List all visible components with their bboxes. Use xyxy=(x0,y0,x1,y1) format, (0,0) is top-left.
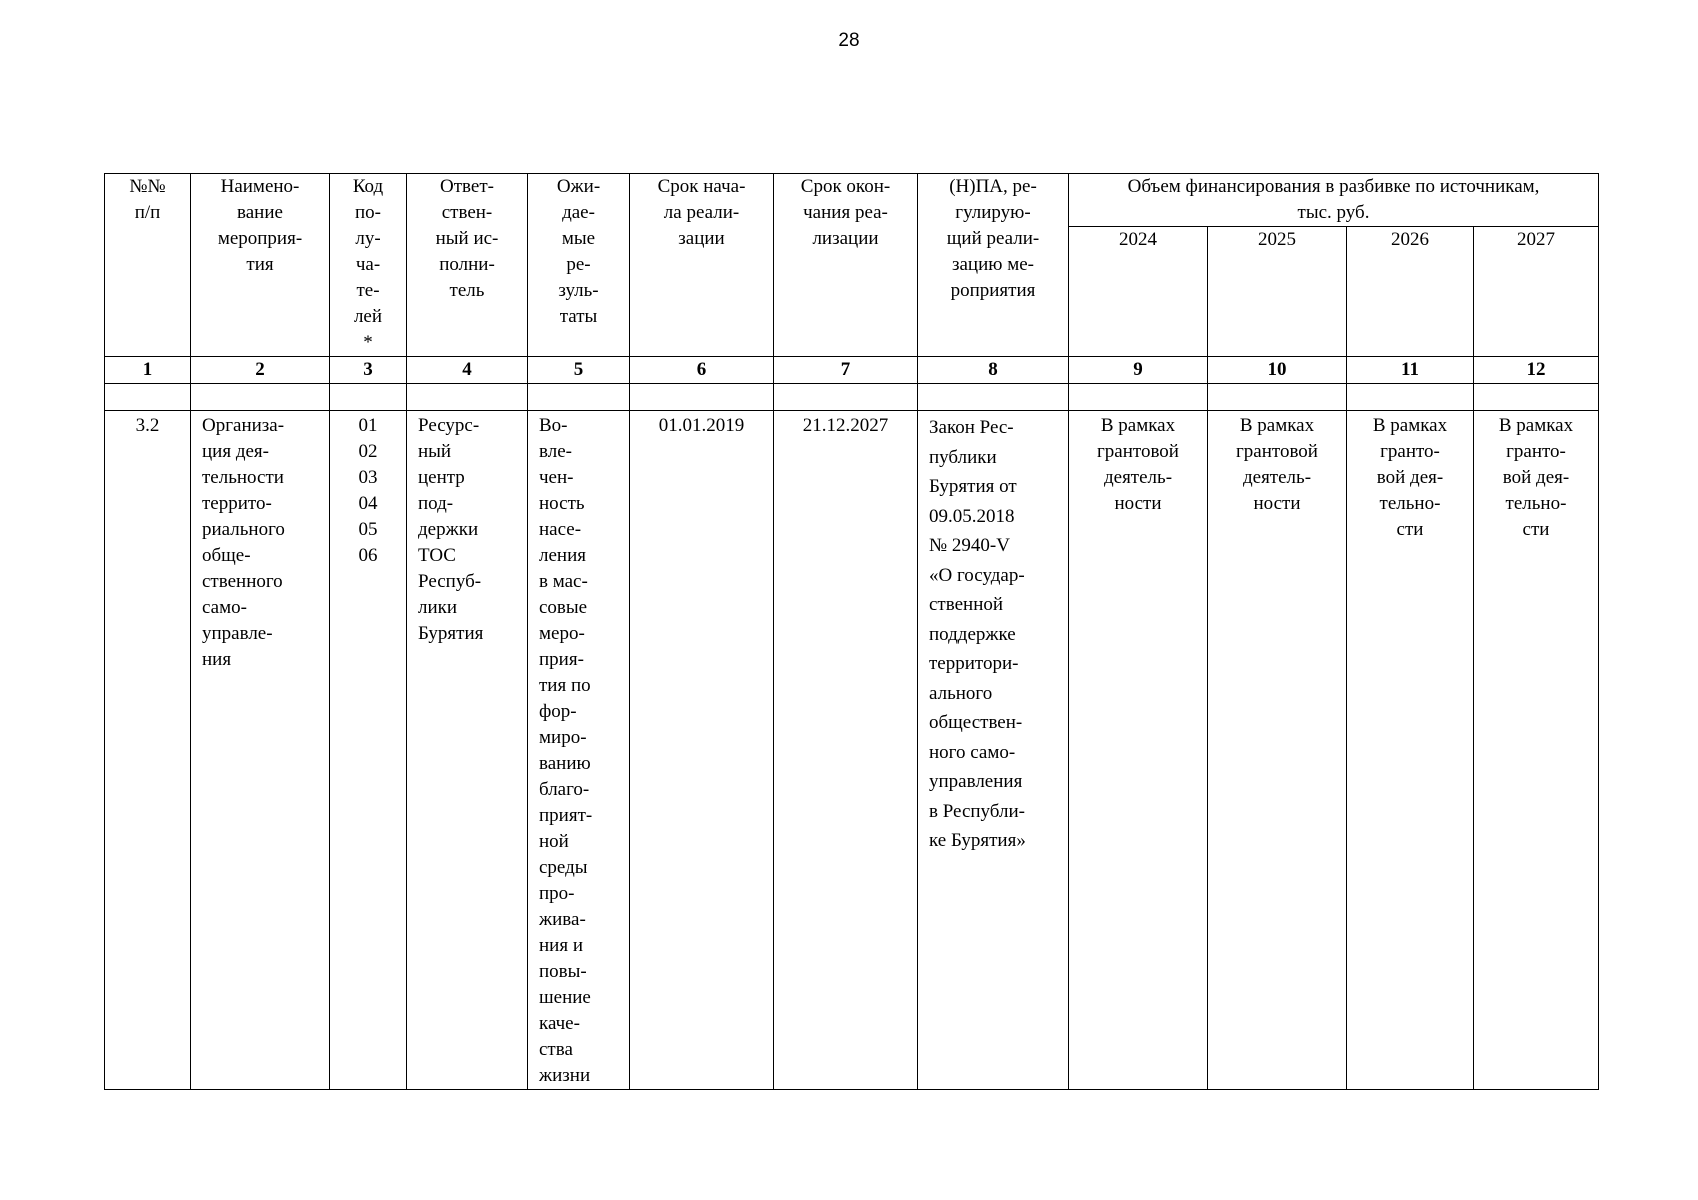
expected-results: Во- вле- чен- ность насе- ления в мас- совые меро- прия- тия по фор- миро- ванию благо- прият- ной среды про- жива- ния и повы- шение каче- ства жизни xyxy=(528,411,630,1090)
row-number: 3.2 xyxy=(105,411,191,1090)
column-number: 1 xyxy=(105,357,191,384)
empty-cell xyxy=(105,384,191,411)
empty-cell xyxy=(330,384,407,411)
empty-cell xyxy=(191,384,330,411)
header-recipient-code: Код по- лу- ча- те- лей * xyxy=(330,174,407,357)
header-end-date: Срок окон- чания реа- лизации xyxy=(774,174,918,357)
column-number: 9 xyxy=(1069,357,1208,384)
page-number: 28 xyxy=(838,30,860,51)
header-funding: Объем финансирования в разбивке по источникам, тыс. руб. xyxy=(1069,174,1599,227)
column-number: 3 xyxy=(330,357,407,384)
empty-cell xyxy=(1347,384,1474,411)
legal-act: Закон Рес- публики Бурятия от 09.05.2018 № 2940-V «О государ- ственной поддержке территори- ального обществен- ного само- управления в Республи- ке Бурятия» xyxy=(918,411,1069,1090)
column-number: 2 xyxy=(191,357,330,384)
empty-cell xyxy=(1208,384,1347,411)
column-number: 4 xyxy=(407,357,528,384)
funding-2027: В рамках гранто- вой дея- тельно- сти xyxy=(1474,411,1599,1090)
header-year-2024: 2024 xyxy=(1069,227,1208,357)
recipient-codes: 01 02 03 04 05 06 xyxy=(330,411,407,1090)
header-expected-results: Ожи- дае- мые ре- зуль- таты xyxy=(528,174,630,357)
end-date: 21.12.2027 xyxy=(774,411,918,1090)
header-event-name: Наимено- вание мероприя- тия xyxy=(191,174,330,357)
empty-cell xyxy=(918,384,1069,411)
responsible-executor: Ресурс- ный центр под- держки ТОС Респуб- лики Бурятия xyxy=(407,411,528,1090)
column-number: 6 xyxy=(630,357,774,384)
empty-cell xyxy=(528,384,630,411)
header-row-top xyxy=(105,174,1599,227)
column-number: 12 xyxy=(1474,357,1599,384)
event-name: Организа- ция дея- тельности террито- риального обще- ственного само- управле- ния xyxy=(191,411,330,1090)
empty-cell xyxy=(1474,384,1599,411)
funding-2024: В рамках грантовой деятель- ности xyxy=(1069,411,1208,1090)
header-year-2026: 2026 xyxy=(1347,227,1474,357)
header-number: №№ п/п xyxy=(105,174,191,357)
header-year-2025: 2025 xyxy=(1208,227,1347,357)
funding-2025: В рамках грантовой деятель- ности xyxy=(1208,411,1347,1090)
empty-cell xyxy=(407,384,528,411)
empty-row xyxy=(105,384,1599,411)
column-number: 11 xyxy=(1347,357,1474,384)
column-number: 5 xyxy=(528,357,630,384)
header-legal-act: (Н)ПА, ре- гулирую- щий реали- зацию ме- роприятия xyxy=(918,174,1069,357)
empty-cell xyxy=(630,384,774,411)
column-number-row xyxy=(105,357,1599,384)
empty-cell xyxy=(1069,384,1208,411)
column-number: 10 xyxy=(1208,357,1347,384)
empty-cell xyxy=(774,384,918,411)
program-table xyxy=(104,173,1599,1090)
column-number: 7 xyxy=(774,357,918,384)
column-number: 8 xyxy=(918,357,1069,384)
header-start-date: Срок нача- ла реали- зации xyxy=(630,174,774,357)
funding-2026: В рамках гранто- вой дея- тельно- сти xyxy=(1347,411,1474,1090)
start-date: 01.01.2019 xyxy=(630,411,774,1090)
header-year-2027: 2027 xyxy=(1474,227,1599,357)
table-row xyxy=(105,411,1599,1090)
header-responsible: Ответ- ствен- ный ис- полни- тель xyxy=(407,174,528,357)
